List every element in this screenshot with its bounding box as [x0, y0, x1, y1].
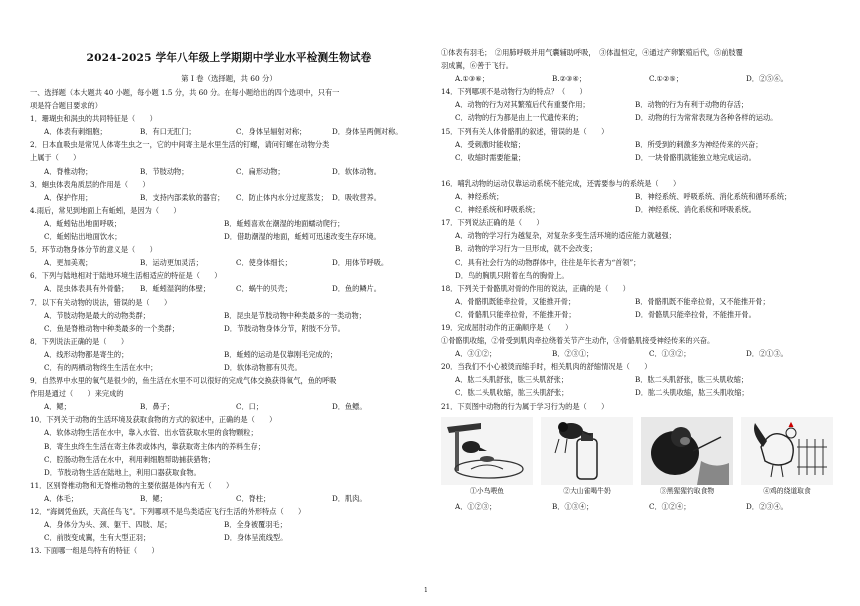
question: [30, 505, 428, 544]
left-question-list: [30, 112, 428, 557]
option: A．动物的学习行为越复杂，对复杂多变生活环境的适应能力就越强；: [455, 231, 676, 241]
option: D．②①③。: [746, 349, 788, 359]
question: [441, 321, 843, 360]
option: D．身体呈两侧对称。: [332, 127, 403, 137]
question-stem: 10．下列关于动物的生活环境及获取食物的方式的叙述中，正确的是（ ）: [30, 415, 277, 425]
option-row: [441, 151, 843, 164]
option-row: [441, 347, 843, 360]
option: A．线形动物都是寄生的；: [44, 349, 129, 359]
option: B．昆虫是节肢动物中种类最多的一类动物；: [224, 310, 366, 320]
question: [30, 479, 428, 505]
left-column: [30, 86, 428, 557]
option: C．蜗牛的贝壳；: [236, 284, 292, 294]
option: C．神经系统和呼吸系统；: [455, 205, 540, 215]
tit-drinking-milk-icon: [541, 417, 633, 485]
option: D．用体节呼吸。: [332, 258, 389, 268]
question: [441, 125, 843, 164]
question-stem: 4.雨后，常见到地面上有蚯蚓，是因为（ ）: [30, 205, 181, 215]
option: A．动物的行为对其繁殖后代有重要作用；: [455, 100, 590, 110]
option: D．②③④。: [746, 501, 788, 511]
figure-caption: ④鸡的绕道取食: [763, 486, 811, 495]
option: A．身体分为头、颈、躯干、四肢、尾；: [44, 520, 172, 530]
option: B．动物的行为有利于动物的存活；: [635, 100, 749, 110]
option-row: [30, 361, 428, 374]
figure-3: [641, 417, 733, 498]
option-row: [441, 386, 843, 399]
option: D．鸟的胸肌只附着在鸟的胸骨上。: [455, 270, 569, 280]
option: C．防止体内水分过度蒸发；: [236, 192, 328, 202]
question: [30, 544, 428, 557]
option-row: [441, 308, 843, 321]
question-stem: 5．环节动物身体分节的意义是（ ）: [30, 245, 157, 255]
question: [441, 216, 843, 281]
option: A．骨骼肌既能牵拉骨，又能推开骨；: [455, 296, 576, 306]
question: [30, 335, 428, 374]
figure-caption: ①小鸟喂鱼: [470, 486, 504, 495]
question: [30, 296, 428, 335]
option: C．动物的行为都是由上一代遗传来的；: [455, 113, 583, 123]
option: B．运动更加灵活；: [140, 258, 203, 268]
option: C．身体呈辐射对称；: [236, 127, 307, 137]
option: C．有的两栖动物终生生活在水中；: [44, 362, 158, 372]
page-number: 1: [424, 587, 428, 594]
question-stem: 20．当我们不小心被烫而缩手时，相关肌肉的舒缩情况是（ ）: [441, 362, 652, 372]
option: B．鼻子；: [140, 402, 175, 412]
option: B．节肢动物；: [140, 166, 189, 176]
option: A．蚯蚓钻出地面呼吸；: [44, 218, 122, 228]
option: B.②③④；: [552, 74, 587, 84]
option-row: [30, 400, 428, 413]
figure-caption: ②大山雀喝牛奶: [563, 486, 611, 495]
question-stem: 15．下列有关人体骨骼肌的叙述，错误的是（ ）: [441, 126, 609, 136]
option: B．蚯蚓湿润的体壁；: [140, 284, 210, 294]
option: D．软体动物。: [332, 166, 381, 176]
option: C．使身体细长；: [236, 258, 292, 268]
question-stem: 17．下列说法正确的是（ ）: [441, 218, 544, 228]
option-row: [441, 138, 843, 151]
figure-row: [441, 417, 843, 498]
question-stem: 12．“海阔凭鱼跃，天高任鸟飞”。下列哪项不是鸟类适应飞行生活的外形特点（ ）: [30, 507, 306, 516]
option: B．全身被覆羽毛；: [224, 520, 287, 530]
option: C．脊柱；: [236, 493, 271, 503]
option-row: [441, 295, 843, 308]
option: D．动物的行为常常表现为各种各样的运动。: [635, 113, 778, 123]
option: B．有口无肛门；: [140, 127, 196, 137]
exam-title: 2024-2025 学年八年级上学期期中学业水平检测生物试卷: [86, 52, 372, 64]
right-column: [441, 46, 843, 513]
option-row: [30, 518, 428, 531]
question-stem: 16．哺乳动物的运动仅靠运动系统不能完成，还需要参与的系统是（ ）: [441, 178, 681, 188]
question-stem: 7．以下有关动物的说法，错误的是（ ）: [30, 297, 172, 307]
question-stem: 18．下列关于骨骼肌对骨的作用的说法，正确的是（ ）: [441, 283, 630, 293]
option: A．体表有刺细胞；: [44, 127, 107, 137]
option: A．受刺激时能收缩；: [455, 139, 525, 149]
option: B．蚯蚓的运动是仅靠刚毛完成的；: [224, 349, 338, 359]
option-row: [30, 531, 428, 544]
option: B．动物的学习行为一旦形成，就不会改变；: [455, 244, 597, 254]
option: A．体毛；: [44, 493, 78, 503]
option: D．吸收营养。: [332, 192, 381, 202]
option: D．节肢动物生活在陆地上，利用口器获取食物。: [44, 467, 201, 477]
option: A．软体动物生活在水中，靠入水管、出水管获取水里的食物颗粒；: [44, 428, 258, 438]
question: [441, 282, 843, 321]
option-row: [30, 348, 428, 361]
option: A．脊椎动物；: [44, 166, 93, 176]
option-row: [441, 98, 843, 111]
question-stem: 上属于（ ）: [30, 153, 81, 163]
question: [30, 204, 428, 243]
option: B．鳃；: [140, 493, 167, 503]
option: C．腔肠动物生活在水中，利用刺细胞帮助捕获猎物；: [44, 454, 215, 464]
option: B．支持内部柔软的器官；: [140, 192, 225, 202]
option-row: [30, 230, 428, 243]
option: B．神经系统、呼吸系统、消化系统和循环系统；: [635, 192, 792, 202]
option: C．肱二头肌收缩，肱三头肌舒张；: [455, 388, 569, 398]
question-stem: 11．区别脊椎动物和无脊椎动物的主要依据是体内有无（ ）: [30, 480, 234, 490]
question: [30, 374, 428, 413]
question: [30, 243, 428, 269]
option: D．鱼的鳞片。: [332, 284, 381, 294]
option: A.①③⑥；: [455, 74, 489, 84]
option-row: [30, 322, 428, 335]
question-stem: 3．蛔虫体表角质层的作用是（ ）: [30, 179, 150, 189]
option-row: [30, 217, 428, 230]
option: A．昆虫体表具有外骨骼；: [44, 284, 129, 294]
option: D．软体动物都有贝壳。: [224, 362, 302, 372]
question-stem: 14．下列哪项不是动物行为的特点？（ ）: [441, 87, 587, 97]
option: C．具有社会行为的动物群体中，往往是年长者为“首领”；: [455, 257, 641, 267]
option: C．鱼是脊椎动物中种类最多的一个类群；: [44, 323, 179, 333]
q21-options: [441, 500, 843, 513]
option: C．①②④；: [649, 501, 691, 511]
option: A．鳃；: [44, 402, 71, 412]
option-row: [30, 309, 428, 322]
option: B．蚯蚓喜欢在潮湿的地面蠕动爬行；: [224, 218, 345, 228]
option: C．收缩时需要能量；: [455, 152, 526, 162]
option: C．①③②；: [649, 349, 691, 359]
instruction-line: 项是符合题目要求的）: [30, 101, 102, 111]
option-row: [441, 72, 843, 85]
question-stem: 作用是通过（ ）来完成的: [30, 389, 124, 399]
option: D．神经系统、消化系统和呼吸系统。: [635, 205, 756, 215]
question: [441, 46, 843, 85]
figure-caption: ③黑猩猩钓取食物: [659, 486, 715, 495]
option: C．骨骼肌只能牵拉骨，不能推开骨；: [455, 309, 576, 319]
instruction-line: 一、选择题（本大题共 40 小题，每小题 1.5 分，共 60 分。在每小题给出的四个选项中，只有一: [30, 88, 340, 97]
option-row: [30, 282, 428, 295]
option: C．扁形动物；: [236, 166, 285, 176]
option: B．所受到的刺激多为神经传来的兴奋；: [635, 139, 763, 149]
option: B．肱二头肌舒张，肱三头肌收缩；: [635, 375, 749, 385]
question: [441, 400, 843, 413]
option: D．肌肉。: [332, 493, 367, 503]
option: C.①②⑤；: [649, 74, 684, 84]
question: [30, 178, 428, 204]
option: A．神经系统；: [455, 192, 504, 202]
option-row: [441, 373, 843, 386]
option: D．肱二头肌收缩，肱三头肌收缩；: [635, 388, 749, 398]
option: B．骨骼肌既不能牵拉骨，又不能推开骨；: [635, 296, 770, 306]
option: A．①②③；: [455, 501, 497, 511]
bird-feeding-fish-icon: [441, 417, 533, 485]
option: A．保护作用；: [44, 192, 93, 202]
option: A．肱二头肌舒张，肱三头肌舒张；: [455, 375, 569, 385]
question: [441, 164, 843, 216]
option: A．更加美观；: [44, 258, 93, 268]
option: A．节肢动物是最大的动物类群；: [44, 310, 150, 320]
option-row: [441, 111, 843, 124]
option-row: [30, 492, 428, 505]
option: B．②③①；: [552, 349, 594, 359]
option-row: [30, 191, 428, 204]
question: [30, 413, 428, 478]
question: [30, 112, 428, 138]
figure-4: [741, 417, 833, 498]
option-row: [30, 165, 428, 178]
question: [30, 138, 428, 177]
question-stem: 6．下列与陆地相对于陆地环境生活相适应的特征是（ ）: [30, 271, 222, 281]
rooster-detour-feeding-icon: [741, 417, 833, 485]
right-question-list: [441, 46, 843, 413]
section-heading: 第 I 卷（选择题，共 60 分）: [181, 74, 277, 83]
option: D．节肢动物身体分节，附肢不分节。: [224, 323, 345, 333]
question: [30, 269, 428, 295]
option: D．鱼鳔。: [332, 402, 367, 412]
question-stem: 21．下页图中动物的行为属于学习行为的是（ ）: [441, 401, 609, 411]
option: D．身体呈流线型。: [224, 533, 288, 543]
option-row: [441, 190, 843, 203]
question-stem: 1．珊瑚虫和涡虫的共同特征是（ ）: [30, 114, 157, 124]
option: D．②⑤⑥。: [746, 74, 788, 84]
option: B．寄生虫终生生活在寄主体表或体内，靠获取寄主体内的养料生存；: [44, 441, 265, 451]
option: B．①③④；: [552, 501, 594, 511]
option: C．前肢变成翼，生有大型正羽；: [44, 533, 151, 543]
option: C．蚯蚓钻出地面饮水；: [44, 232, 122, 242]
question: [441, 85, 843, 124]
question-stem: 羽成翼，⑥善于飞行。: [441, 61, 513, 71]
question-stem: ①体表有羽毛； ②用肺呼吸并用气囊辅助呼吸， ③体温恒定，④通过产卵繁殖后代，⑤前肢覆: [441, 48, 743, 57]
figure-1: [441, 417, 533, 498]
chimpanzee-fishing-termites-icon: [641, 417, 733, 485]
option: D．骨骼肌只能牵拉骨，不能推开骨。: [635, 309, 756, 319]
option: D．一块骨骼肌就能独立地完成运动。: [635, 152, 756, 162]
option: A．③①②；: [455, 349, 497, 359]
question-stem: ①骨骼肌收缩，②骨受到肌肉牵拉绕着关节产生动作，③骨骼肌接受神经传来的兴奋。: [441, 336, 715, 346]
question-stem: 9．自然界中水里的氧气是很少的，鱼生活在水里不可以很好的完成气体交换获得氧气，鱼的呼吸: [30, 376, 337, 386]
question: [441, 360, 843, 399]
question-stem: [441, 164, 843, 177]
option: C．口；: [236, 402, 264, 412]
question-stem: 8．下列说法正确的是（ ）: [30, 336, 129, 346]
question-stem: 2．日本血吸虫是常见人体寄生虫之一，它的中间寄主是水里生活的钉螺，请问钉螺在动物分类: [30, 140, 330, 150]
figure-2: [541, 417, 633, 498]
option-row: [441, 203, 843, 216]
question-stem: 19．完成屈肘动作的正确顺序是（ ）: [441, 322, 573, 332]
option-row: [30, 256, 428, 269]
option: D．借助潮湿的地面，蚯蚓可迅速改变生存环境。: [224, 232, 381, 242]
question-stem: 13. 下面哪一组是鸟特有的特征（ ）: [30, 546, 159, 556]
option-row: [30, 125, 428, 138]
